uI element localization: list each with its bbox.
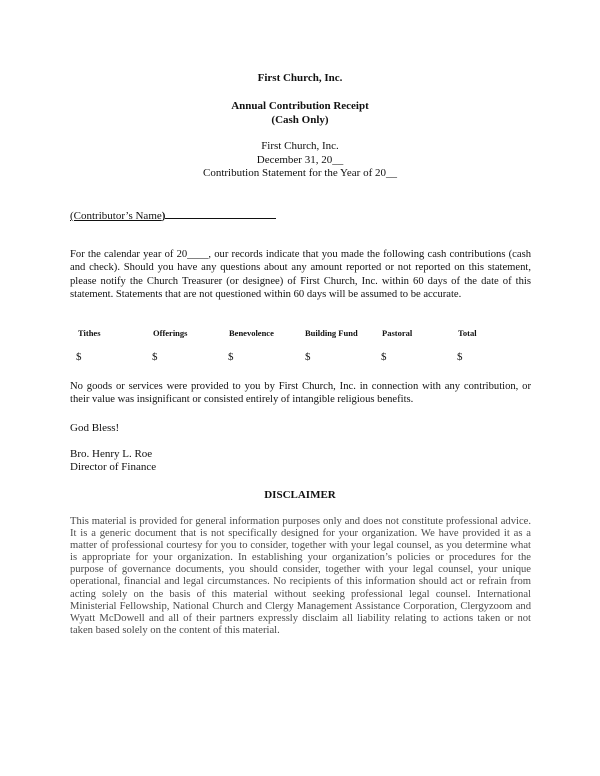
- no-goods-paragraph: No goods or services were provided to you by First Church, Inc. in connection with any contribution, or their value was insignificant or consisted entirely of intangible religious benefits.: [70, 381, 531, 406]
- contributor-name-blank: [165, 207, 276, 219]
- receipt-title: Annual Contribution Receipt: [231, 100, 369, 112]
- value-benevolence: $: [228, 351, 234, 363]
- col-header-benevolence: Benevolence: [229, 328, 274, 338]
- value-offerings: $: [152, 351, 158, 363]
- col-header-building-fund: Building Fund: [305, 328, 358, 338]
- salutation: God Bless!: [70, 422, 120, 434]
- col-header-total: Total: [458, 328, 477, 338]
- col-header-pastoral: Pastoral: [382, 328, 413, 338]
- disclaimer-heading: DISCLAIMER: [264, 489, 336, 501]
- contributor-close-paren: ): [161, 210, 166, 222]
- statement-date: December 31, 20__: [256, 154, 344, 166]
- value-pastoral: $: [381, 351, 387, 363]
- receipt-subtitle: (Cash Only): [271, 114, 329, 126]
- contributor-name-line: [70, 207, 276, 222]
- org-title: First Church, Inc.: [257, 72, 343, 84]
- signer-name: Bro. Henry L. Roe: [70, 448, 153, 460]
- signer-title: Director of Finance: [70, 461, 157, 473]
- value-building-fund: $: [305, 351, 311, 363]
- intro-paragraph: For the calendar year of 20____, our records indicate that you made the following cash contributions (cash and check). Should you have any questions about any amount reported or not reported on this statement, please notify the Church Treasurer (or designee) of First Church, Inc. within 60 days of the date of this statement. Statements that are not questioned within 60 days will be assumed to be accurate.: [70, 249, 531, 301]
- col-header-tithes: Tithes: [78, 328, 101, 338]
- disclaimer-body: This material is provided for general information purposes only and does not constitute professional advice. It is a generic document that is not specifically designed for your organization. We have provided it as a matter of professional courtesy for you to consider, together with your legal counsel, as you determine what is appropriate for your organization. In establishing your organization’s policies or procedures for the purpose of governance documents, you should consider, together with your legal counsel, your unique operational, financial and legal circumstances. No recipients of this information should act or refrain from acting solely on the basis of this material without seeking professional legal counsel. International Ministerial Fellowship, National Church and Clergy Management Assistance Corporation, Clergyzoom and Wyatt McDowell and all of their partners expressly disclaim all liability relating to actions taken or not taken based solely on the content of this material.: [70, 516, 531, 636]
- address-org: First Church, Inc.: [261, 140, 339, 152]
- statement-year: Contribution Statement for the Year of 20__: [202, 167, 397, 179]
- value-total: $: [457, 351, 463, 363]
- value-tithes: $: [76, 351, 82, 363]
- contributor-name-label: (Contributor’s Name: [70, 210, 162, 222]
- col-header-offerings: Offerings: [153, 328, 188, 338]
